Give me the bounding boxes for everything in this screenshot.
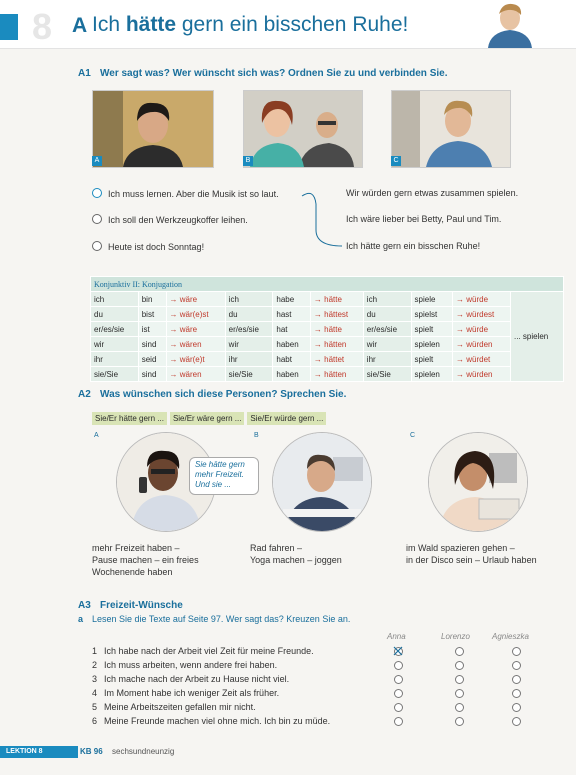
answer-2-lorenzo[interactable] (455, 661, 464, 670)
person-a-letter: A (94, 432, 99, 439)
caption-c: im Wald spazieren gehen – in der Disco sein – Urlaub haben (406, 543, 537, 565)
a3a-instruction: a Lesen Sie die Texte auf Seite 97. Wer sagt das? Kreuzen Sie an. (78, 614, 351, 624)
caption-b: Rad fahren – Yoga machen – joggen (250, 543, 342, 565)
left-option-2-radio[interactable] (92, 214, 102, 224)
connecting-line (300, 186, 346, 252)
answer-2-agnieszka[interactable] (512, 661, 521, 670)
answer-6-agnieszka[interactable] (512, 717, 521, 726)
column-anna: Anna (387, 632, 406, 641)
left-option-3[interactable]: Heute ist doch Sonntag! (92, 241, 204, 252)
answer-1-agnieszka[interactable] (512, 647, 521, 656)
a3-heading: A3 Freizeit-Wünsche (78, 600, 183, 611)
column-lorenzo: Lorenzo (441, 632, 470, 641)
a1-heading: A1 Wer sagt was? Wer wünscht sich was? Ordnen Sie zu und verbinden Sie. (78, 68, 448, 79)
list-item: 1 Ich habe nach der Arbeit viel Zeit für meine Freunde. (92, 646, 314, 656)
left-option-1-radio[interactable] (92, 188, 102, 198)
table-row: ich bin → wäre ich habe → hätte ich spiele → würde ... spielen (91, 292, 564, 307)
answer-5-lorenzo[interactable] (455, 703, 464, 712)
konjunktiv-table (90, 276, 564, 382)
caption-a: mehr Freizeit haben – Pause machen – ein freies Wochenende haben (92, 543, 199, 577)
section-tab (0, 14, 18, 40)
kb-page-number: KB 96 (80, 747, 103, 756)
table-row: du bist → wär(e)st du hast → hättest du spielst → würdest (91, 307, 564, 322)
answer-6-anna[interactable] (394, 717, 403, 726)
photo-c (391, 90, 511, 168)
left-option-3-radio[interactable] (92, 241, 102, 251)
lektion-label: LEKTION 8 (0, 746, 78, 758)
list-item: 2 Ich muss arbeiten, wenn andere frei haben. (92, 660, 278, 670)
table-row: ihr seid → wär(e)t ihr habt → hättet ihr spielt → würdet (91, 352, 564, 367)
answer-5-anna[interactable] (394, 703, 403, 712)
photo-a (92, 90, 214, 168)
person-b-letter: B (254, 432, 259, 439)
photo-c-label: C (391, 156, 401, 166)
section-letter: A (72, 14, 88, 37)
a2-heading: A2 Was wünschen sich diese Personen? Sprechen Sie. (78, 389, 347, 400)
answer-4-agnieszka[interactable] (512, 689, 521, 698)
cross-mark-icon (392, 645, 404, 657)
list-item: 3 Ich mache nach der Arbeit zu Hause nicht viel. (92, 674, 290, 684)
page-title: Ich hätte gern ein bisschen Ruhe! (92, 13, 409, 36)
answer-6-lorenzo[interactable] (455, 717, 464, 726)
phrase-pills (92, 408, 329, 426)
right-option-3[interactable]: Ich hätte gern ein bisschen Ruhe! (346, 241, 481, 251)
answer-5-agnieszka[interactable] (512, 703, 521, 712)
answer-4-lorenzo[interactable] (455, 689, 464, 698)
phrase-pill-3: Sie/Er würde gern ... (247, 412, 326, 425)
answer-1-lorenzo[interactable] (455, 647, 464, 656)
answer-2-anna[interactable] (394, 661, 403, 670)
konjunktiv-title: Konjunktiv II: Konjugation (91, 277, 564, 292)
left-option-2[interactable]: Ich soll den Werkzeugkoffer leihen. (92, 214, 248, 225)
person-b-image (272, 432, 372, 532)
right-option-1[interactable]: Wir würden gern etwas zusammen spielen. (346, 188, 519, 198)
column-agnieszka: Agnieszka (492, 632, 529, 641)
photo-a-label: A (92, 156, 102, 166)
person-c-letter: C (410, 432, 416, 439)
page-word: sechsundneunzig (112, 747, 175, 756)
person-c-image (428, 432, 528, 532)
table-row: er/es/sie ist → wäre er/es/sie hat → hätte er/es/sie spielt → würde (91, 322, 564, 337)
phrase-pill-2: Sie/Er wäre gern ... (170, 412, 244, 425)
list-item: 5 Meine Arbeitszeiten gefallen mir nicht. (92, 702, 256, 712)
answer-4-anna[interactable] (394, 689, 403, 698)
photo-b-label: B (243, 156, 253, 166)
list-item: 4 Im Moment habe ich weniger Zeit als früher. (92, 688, 280, 698)
spielen-label: ... spielen (511, 292, 564, 382)
right-option-2[interactable]: Ich wäre lieber bei Betty, Paul und Tim. (346, 214, 502, 224)
answer-3-agnieszka[interactable] (512, 675, 521, 684)
answer-3-anna[interactable] (394, 675, 403, 684)
header-person-image (478, 0, 542, 48)
lesson-number-watermark: 8 (32, 6, 53, 47)
answer-3-lorenzo[interactable] (455, 675, 464, 684)
left-option-1[interactable]: Ich muss lernen. Aber die Musik ist so laut. (92, 188, 279, 199)
table-row: sie/Sie sind → wären sie/Sie haben → hätten sie/Sie spielen → würden (91, 367, 564, 382)
list-item: 6 Meine Freunde machen viel ohne mich. Ich bin zu müde. (92, 716, 331, 726)
phrase-pill-1: Sie/Er hätte gern ... (92, 412, 167, 425)
table-row: wir sind → wären wir haben → hätten wir spielen → würden (91, 337, 564, 352)
photo-b (243, 90, 363, 168)
speech-bubble: Sie hätte gern mehr Freizeit. Und sie ... (189, 457, 259, 495)
